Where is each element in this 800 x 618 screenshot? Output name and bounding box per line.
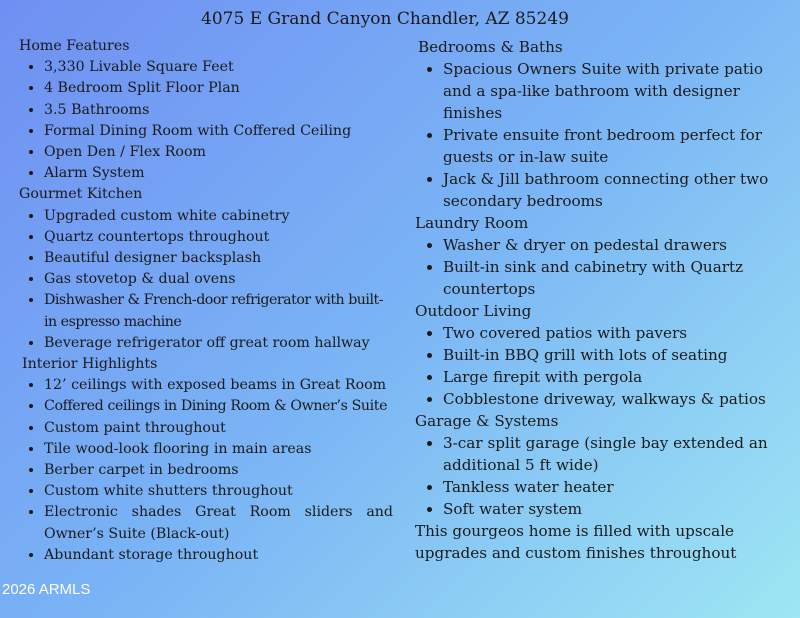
- left-column: [19, 36, 393, 566]
- list-item: • Built-in sink and cabinetry with Quartz countertops: [443, 256, 790, 300]
- list-item: • Formal Dining Room with Coffered Ceiling: [44, 121, 393, 142]
- list-item: • Tankless water heater: [443, 476, 790, 498]
- section-heading-interior-highlights: Interior Highlights: [22, 356, 158, 373]
- list-item: • Large firepit with pergola: [443, 366, 790, 388]
- list-item: • 4 Bedroom Split Floor Plan: [44, 78, 393, 99]
- list-item: • Beverage refrigerator off great room hallway: [44, 333, 393, 354]
- section-heading-gourmet-kitchen: Gourmet Kitchen: [19, 186, 143, 203]
- list-item: • 12’ ceilings with exposed beams in Great Room: [44, 375, 393, 396]
- list-item: • Quartz countertops throughout: [44, 227, 393, 248]
- laundry-room-list: [415, 234, 790, 300]
- list-item: • Dishwasher & French-door refrigerator with built-in espresso machine: [44, 290, 393, 332]
- list-item: • 3.5 Bathrooms: [44, 100, 393, 121]
- list-item: • Spacious Owners Suite with private patio and a spa-like bathroom with designer finishes: [443, 58, 790, 124]
- right-column: [415, 36, 790, 564]
- section-heading-home-features: Home Features: [19, 38, 130, 54]
- list-item: • Berber carpet in bedrooms: [44, 460, 393, 481]
- garage-systems-list: [415, 432, 790, 520]
- section-heading-bedrooms-baths: Bedrooms & Baths: [418, 38, 563, 56]
- outdoor-living-list: [415, 322, 790, 410]
- list-item: • Two covered patios with pavers: [443, 322, 790, 344]
- list-item: • Washer & dryer on pedestal drawers: [443, 234, 790, 256]
- interior-highlights-list: [19, 375, 393, 566]
- bedrooms-baths-list: [415, 58, 790, 212]
- list-item: • Open Den / Flex Room: [44, 142, 393, 163]
- list-item: • 3,330 Livable Square Feet: [44, 57, 393, 78]
- list-item: • Beautiful designer backsplash: [44, 248, 393, 269]
- section-heading-garage-systems: Garage & Systems: [415, 412, 559, 430]
- list-item: • 3-car split garage (single bay extended an additional 5 ft wide): [443, 432, 790, 476]
- list-item: • Private ensuite front bedroom perfect for guests or in-law suite: [443, 124, 790, 168]
- section-heading-laundry-room: Laundry Room: [415, 214, 529, 232]
- copyright-footer: 2026 ARMLS: [2, 581, 91, 598]
- list-item: • Jack & Jill bathroom connecting other two secondary bedrooms: [443, 168, 790, 212]
- list-item: • Abundant storage throughout: [44, 545, 393, 566]
- list-item: • Upgraded custom white cabinetry: [44, 206, 393, 227]
- list-item: • Coffered ceilings in Dining Room & Owner’s Suite: [44, 396, 393, 417]
- list-item: • Electronic shades Great Room sliders and Owner’s Suite (Black-out): [44, 502, 393, 544]
- gourmet-kitchen-list: [19, 206, 393, 354]
- list-item: • Custom paint throughout: [44, 418, 393, 439]
- home-features-list: [19, 57, 393, 184]
- list-item: • Built-in BBQ grill with lots of seating: [443, 344, 790, 366]
- list-item: • Soft water system: [443, 498, 790, 520]
- list-item: • Cobblestone driveway, walkways & patios: [443, 388, 790, 410]
- page-title: 4075 E Grand Canyon Chandler, AZ 85249: [201, 9, 569, 29]
- list-item: • Custom white shutters throughout: [44, 481, 393, 502]
- list-item: • Alarm System: [44, 163, 393, 184]
- section-heading-outdoor-living: Outdoor Living: [415, 302, 532, 320]
- list-item: • Gas stovetop & dual ovens: [44, 269, 393, 290]
- closing-statement: This gourgeos home is filled with upscale upgrades and custom finishes throughout: [415, 522, 737, 562]
- list-item: • Tile wood-look flooring in main areas: [44, 439, 393, 460]
